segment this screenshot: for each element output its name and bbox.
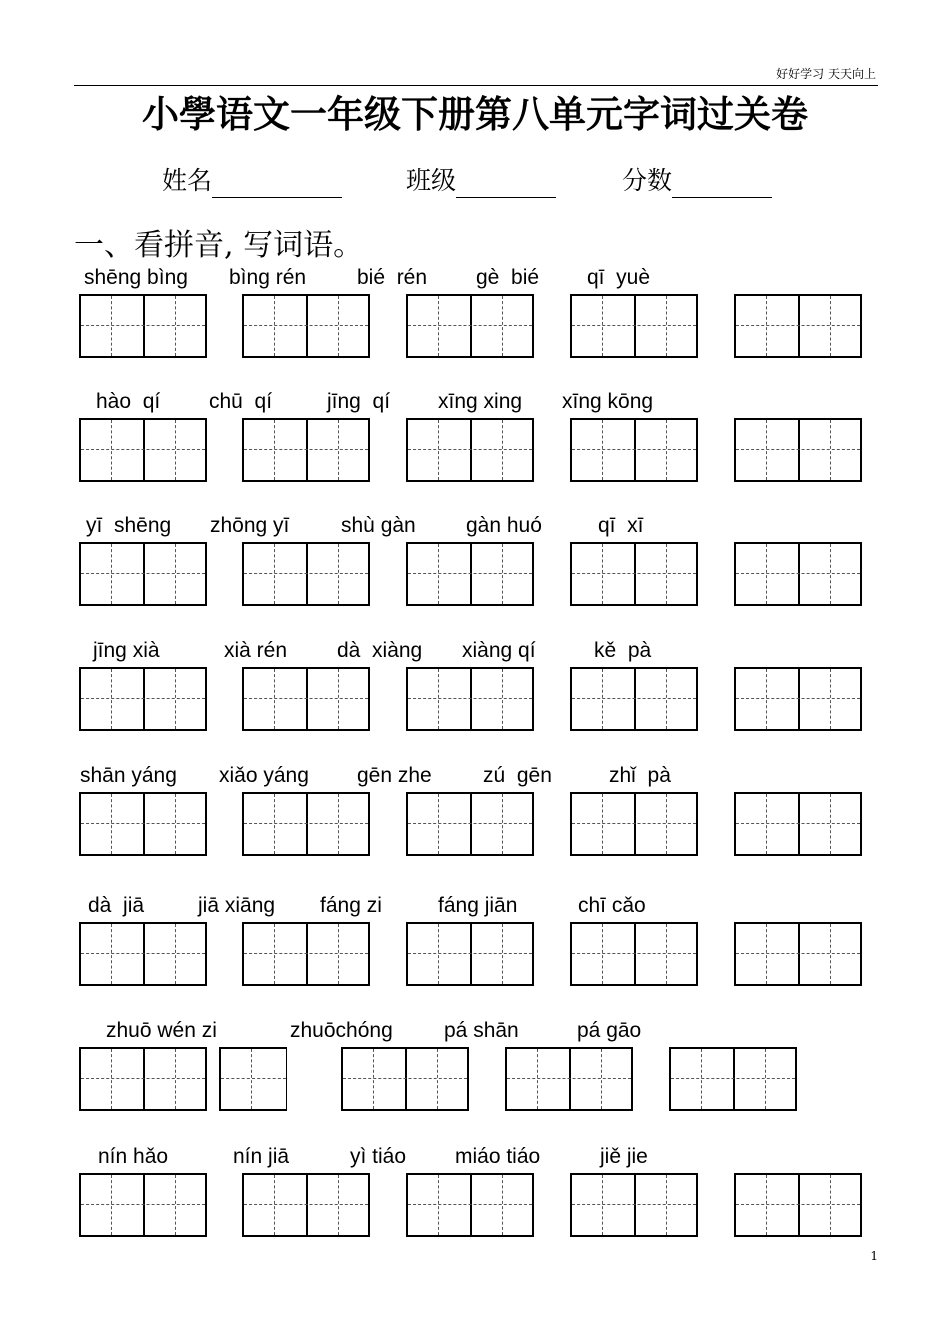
guide-line [111, 924, 112, 984]
answer-box[interactable] [734, 667, 862, 731]
answer-box[interactable] [242, 1173, 370, 1237]
pinyin-label: fáng zi [320, 894, 382, 917]
guide-line [81, 449, 205, 450]
guide-line [671, 1078, 795, 1079]
section-heading: 一、看拼音, 写词语。 [74, 228, 364, 263]
pinyin-label: fáng jiān [438, 894, 518, 917]
guide-line [502, 794, 503, 854]
pinyin-label: nín hǎo [98, 1145, 169, 1168]
pinyin-label: miáo tiáo [455, 1145, 541, 1168]
guide-line [666, 669, 667, 729]
answer-box[interactable] [734, 294, 862, 358]
guide-line [766, 669, 767, 729]
guide-line [736, 325, 860, 326]
pinyin-label: gàn huó [466, 514, 542, 537]
guide-line [766, 420, 767, 480]
guide-line [81, 698, 205, 699]
header-rule [74, 85, 878, 86]
guide-line [502, 924, 503, 984]
guide-line [830, 794, 831, 854]
pinyin-label: hào qí [96, 390, 161, 413]
guide-line [438, 924, 439, 984]
guide-line [244, 698, 368, 699]
answer-box[interactable] [79, 1173, 207, 1237]
guide-line [437, 1049, 438, 1109]
pinyin-label: zhuōchóng [290, 1019, 393, 1042]
guide-line [602, 544, 603, 604]
score-blank[interactable] [672, 171, 772, 198]
guide-line [572, 449, 696, 450]
guide-line [766, 1175, 767, 1235]
guide-line [175, 1175, 176, 1235]
guide-line [81, 953, 205, 954]
guide-line [666, 924, 667, 984]
pinyin-label: pá gāo [577, 1019, 642, 1042]
guide-line [221, 1078, 286, 1079]
guide-line [502, 296, 503, 356]
guide-line [736, 698, 860, 699]
answer-box[interactable] [242, 294, 370, 358]
guide-line [338, 544, 339, 604]
answer-box[interactable] [734, 542, 862, 606]
answer-box[interactable] [734, 792, 862, 856]
guide-line [274, 924, 275, 984]
pinyin-label: zhuō wén zi [106, 1019, 217, 1042]
guide-line [502, 1175, 503, 1235]
guide-line [666, 794, 667, 854]
guide-line [602, 794, 603, 854]
guide-line [244, 573, 368, 574]
pinyin-label: zú gēn [483, 764, 552, 787]
guide-line [765, 1049, 766, 1109]
guide-line [438, 1175, 439, 1235]
guide-line [251, 1049, 252, 1109]
pinyin-label: chī cǎo [578, 894, 646, 917]
guide-line [736, 449, 860, 450]
guide-line [175, 924, 176, 984]
guide-line [111, 669, 112, 729]
guide-line [81, 325, 205, 326]
guide-line [175, 420, 176, 480]
pinyin-label: shēng bìng [84, 266, 188, 289]
guide-line [175, 296, 176, 356]
guide-line [830, 544, 831, 604]
guide-line [830, 924, 831, 984]
guide-line [274, 296, 275, 356]
answer-box[interactable] [242, 667, 370, 731]
answer-box[interactable] [219, 1047, 287, 1111]
pinyin-label: shù gàn [341, 514, 416, 537]
answer-box[interactable] [734, 1173, 862, 1237]
guide-line [111, 794, 112, 854]
guide-line [244, 823, 368, 824]
guide-line [666, 1175, 667, 1235]
guide-line [736, 1204, 860, 1205]
guide-line [175, 794, 176, 854]
pinyin-label: bié rén [357, 266, 428, 289]
name-blank[interactable] [212, 171, 342, 198]
answer-box[interactable] [341, 1047, 469, 1111]
pinyin-label: xīng kōng [562, 390, 654, 413]
pinyin-label: nín jiā [233, 1145, 290, 1168]
guide-line [175, 669, 176, 729]
guide-line [438, 420, 439, 480]
class-blank[interactable] [456, 171, 556, 198]
guide-line [537, 1049, 538, 1109]
answer-box[interactable] [734, 418, 862, 482]
answer-box[interactable] [570, 792, 698, 856]
guide-line [572, 325, 696, 326]
answer-box[interactable] [570, 922, 698, 986]
guide-line [244, 325, 368, 326]
guide-line [338, 1175, 339, 1235]
pinyin-label: xiàng qí [462, 639, 536, 662]
guide-line [408, 449, 532, 450]
answer-box[interactable] [242, 792, 370, 856]
pinyin-label: yì tiáo [350, 1145, 407, 1168]
name-field[interactable] [162, 164, 342, 198]
pinyin-label: yī shēng [86, 514, 172, 537]
page-title: 小學语文一年级下册第八单元字词过关卷 [142, 93, 808, 136]
guide-line [244, 1204, 368, 1205]
pinyin-label: chū qí [209, 390, 273, 413]
guide-line [175, 1049, 176, 1109]
answer-box[interactable] [242, 418, 370, 482]
guide-line [338, 420, 339, 480]
guide-line [338, 924, 339, 984]
guide-line [507, 1078, 631, 1079]
answer-box[interactable] [242, 542, 370, 606]
pinyin-label: gēn zhe [357, 764, 432, 787]
guide-line [111, 1175, 112, 1235]
answer-box[interactable] [79, 922, 207, 986]
guide-line [502, 420, 503, 480]
pinyin-label: dà xiàng [337, 639, 423, 662]
pinyin-label: jīng xià [93, 639, 160, 662]
pinyin-label: xià rén [224, 639, 288, 662]
class-label: 班级 [406, 166, 457, 195]
guide-line [766, 794, 767, 854]
answer-box[interactable] [570, 294, 698, 358]
answer-box[interactable] [79, 418, 207, 482]
guide-line [766, 924, 767, 984]
answer-box[interactable] [734, 922, 862, 986]
answer-box[interactable] [570, 667, 698, 731]
guide-line [111, 296, 112, 356]
header-motto: 好好学习 天天向上 [776, 67, 876, 81]
guide-line [830, 1175, 831, 1235]
pinyin-label: gè bié [476, 266, 540, 289]
answer-box[interactable] [406, 1173, 534, 1237]
guide-line [572, 953, 696, 954]
pinyin-label: jīng qí [327, 390, 391, 413]
pinyin-label: shān yáng [80, 764, 177, 787]
answer-box[interactable] [406, 294, 534, 358]
answer-box[interactable] [406, 418, 534, 482]
answer-box[interactable] [79, 792, 207, 856]
guide-line [602, 924, 603, 984]
guide-line [602, 420, 603, 480]
pinyin-label: jiě jie [600, 1145, 648, 1168]
guide-line [408, 325, 532, 326]
guide-line [502, 544, 503, 604]
pinyin-label: zhǐ pà [609, 764, 671, 787]
guide-line [736, 953, 860, 954]
guide-line [736, 823, 860, 824]
score-field[interactable] [622, 164, 772, 198]
guide-line [601, 1049, 602, 1109]
answer-box[interactable] [505, 1047, 633, 1111]
guide-line [338, 669, 339, 729]
guide-line [408, 698, 532, 699]
guide-line [438, 544, 439, 604]
guide-line [274, 544, 275, 604]
guide-line [274, 794, 275, 854]
guide-line [830, 296, 831, 356]
guide-line [338, 794, 339, 854]
pinyin-label: bìng rén [229, 266, 307, 289]
answer-box[interactable] [79, 1047, 207, 1111]
pinyin-label: kě pà [594, 639, 652, 662]
pinyin-label: xīng xing [438, 390, 523, 413]
guide-line [111, 544, 112, 604]
guide-line [830, 420, 831, 480]
class-field[interactable] [406, 164, 556, 198]
guide-line [274, 420, 275, 480]
answer-box[interactable] [406, 922, 534, 986]
guide-line [438, 794, 439, 854]
guide-line [572, 823, 696, 824]
guide-line [572, 698, 696, 699]
guide-line [572, 573, 696, 574]
pinyin-label: qī xī [598, 514, 644, 537]
pinyin-label: qī yuè [587, 266, 651, 289]
guide-line [572, 1204, 696, 1205]
guide-line [766, 296, 767, 356]
guide-line [408, 823, 532, 824]
guide-line [81, 1204, 205, 1205]
answer-box[interactable] [406, 792, 534, 856]
answer-box[interactable] [242, 922, 370, 986]
guide-line [373, 1049, 374, 1109]
guide-line [602, 296, 603, 356]
answer-box[interactable] [79, 667, 207, 731]
answer-box[interactable] [79, 542, 207, 606]
guide-line [81, 1078, 205, 1079]
guide-line [81, 573, 205, 574]
pinyin-label: jiā xiāng [198, 894, 276, 917]
guide-line [602, 1175, 603, 1235]
pinyin-label: pá shān [444, 1019, 519, 1042]
guide-line [81, 823, 205, 824]
guide-line [666, 544, 667, 604]
answer-box[interactable] [79, 294, 207, 358]
guide-line [244, 449, 368, 450]
pinyin-label: dà jiā [88, 894, 145, 917]
guide-line [408, 573, 532, 574]
guide-line [111, 420, 112, 480]
guide-line [274, 1175, 275, 1235]
guide-line [701, 1049, 702, 1109]
page-number: 1 [870, 1249, 878, 1263]
answer-box[interactable] [570, 542, 698, 606]
guide-line [274, 669, 275, 729]
answer-box[interactable] [570, 1173, 698, 1237]
answer-box[interactable] [669, 1047, 797, 1111]
guide-line [408, 953, 532, 954]
answer-box[interactable] [406, 667, 534, 731]
guide-line [502, 669, 503, 729]
score-label: 分数 [622, 166, 673, 195]
guide-line [244, 953, 368, 954]
guide-line [111, 1049, 112, 1109]
name-label: 姓名 [162, 166, 213, 195]
guide-line [766, 544, 767, 604]
guide-line [175, 544, 176, 604]
guide-line [736, 573, 860, 574]
guide-line [408, 1204, 532, 1205]
answer-box[interactable] [406, 542, 534, 606]
answer-box[interactable] [570, 418, 698, 482]
guide-line [666, 420, 667, 480]
guide-line [602, 669, 603, 729]
guide-line [666, 296, 667, 356]
guide-line [338, 296, 339, 356]
guide-line [438, 296, 439, 356]
pinyin-label: xiǎo yáng [219, 764, 309, 787]
guide-line [830, 669, 831, 729]
guide-line [438, 669, 439, 729]
guide-line [343, 1078, 467, 1079]
pinyin-label: zhōng yī [210, 514, 290, 537]
